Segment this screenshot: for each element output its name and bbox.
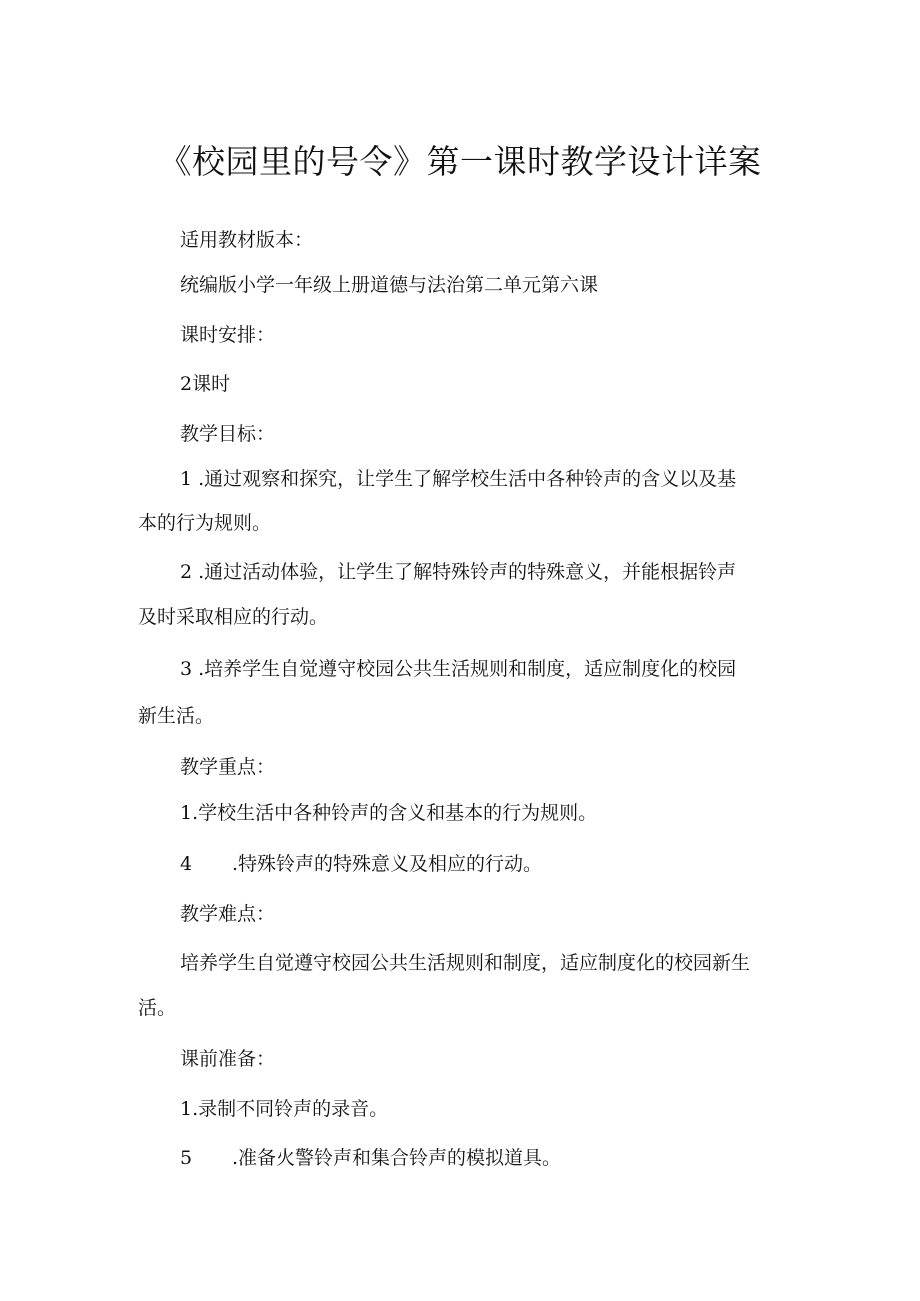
difficulty-line: 培养学生自觉遵守校园公共生活规则和制度，适应制度化的校园新生	[180, 952, 751, 974]
list-number: 4	[180, 853, 193, 875]
goals-label: 教学目标：	[180, 423, 276, 445]
key-point-item: 1.学校生活中各种铃声的含义和基本的行为规则。	[180, 802, 598, 824]
goal-line: 本的行为规则。	[138, 512, 272, 534]
textbook-label: 适用教材版本：	[180, 229, 314, 251]
prep-label: 课前准备：	[180, 1048, 276, 1070]
difficulty-line: 活。	[138, 997, 177, 1019]
difficulty-label: 教学难点：	[180, 903, 276, 925]
schedule-value: 2课时	[180, 373, 231, 395]
list-text: .特殊铃声的特殊意义及相应的行动。	[232, 853, 543, 875]
textbook-value: 统编版小学一年级上册道德与法治第二单元第六课	[180, 274, 599, 296]
document-title: 《校园里的号令》第一课时教学设计详案	[158, 142, 762, 181]
goal-line: 2 .通过活动体验，让学生了解特殊铃声的特殊意义，并能根据铃声	[180, 561, 737, 583]
list-text: .准备火警铃声和集合铃声的模拟道具。	[232, 1147, 562, 1169]
key-points-label: 教学重点：	[180, 756, 276, 778]
goal-line: 3 .培养学生自觉遵守校园公共生活规则和制度，适应制度化的校园	[180, 658, 737, 680]
prep-item: 1.录制不同铃声的录音。	[180, 1098, 389, 1120]
list-number: 5	[180, 1147, 193, 1169]
schedule-label: 课时安排：	[180, 324, 276, 346]
goal-line: 新生活。	[138, 705, 215, 727]
key-point-item	[180, 852, 542, 876]
goal-line: 及时采取相应的行动。	[138, 606, 329, 628]
goal-line: 1 .通过观察和探究，让学生了解学校生活中各种铃声的含义以及基	[180, 468, 737, 490]
prep-item	[180, 1146, 561, 1170]
